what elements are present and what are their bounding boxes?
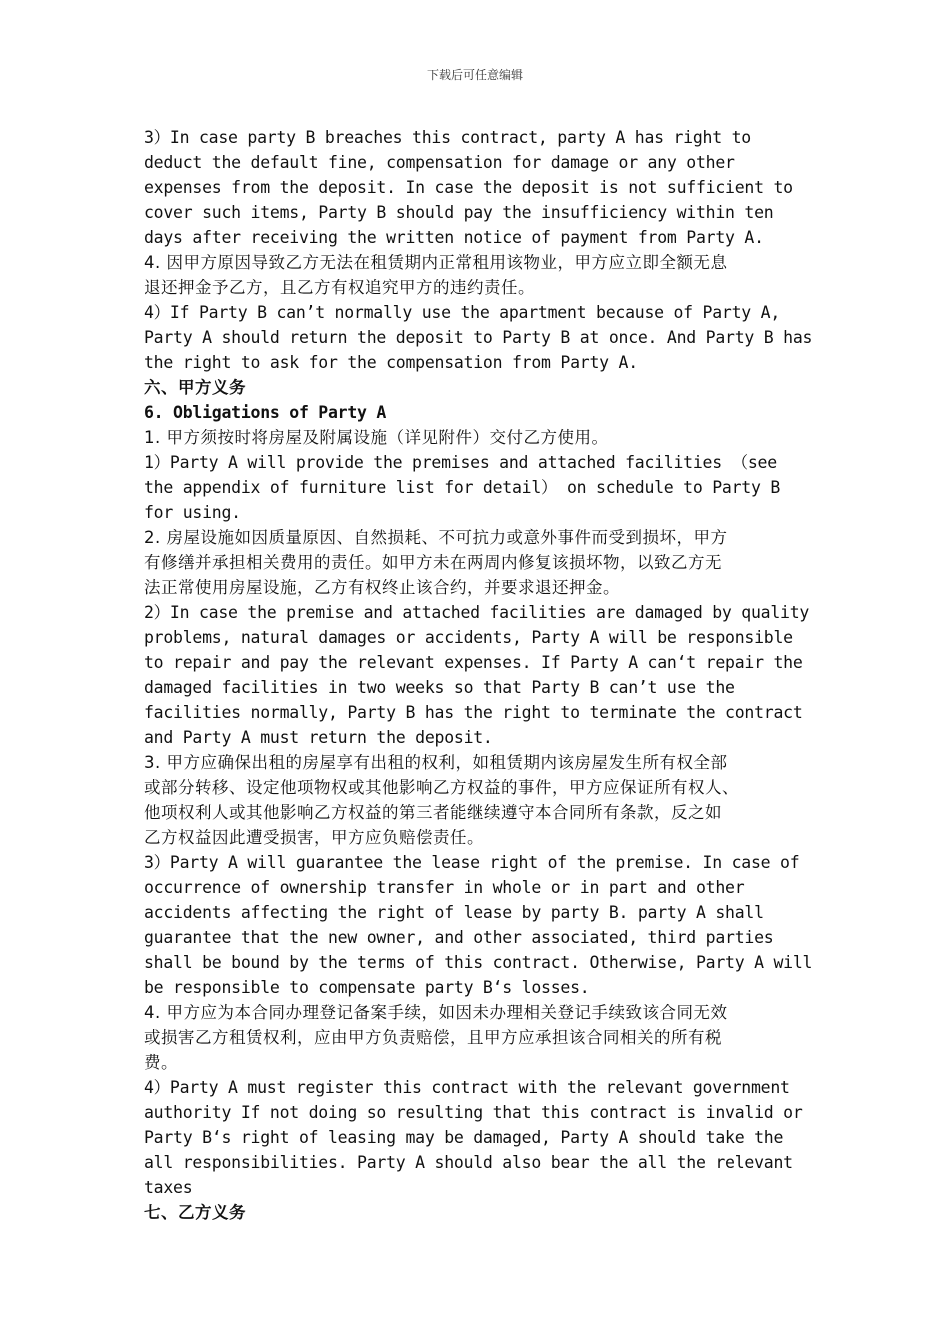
section-heading: 六、甲方义务: [144, 378, 246, 397]
text-line: 2）In case the premise and attached facilities are damaged by quality: [144, 603, 810, 622]
text-line: deduct the default fine, compensation for damage or any other: [144, 153, 735, 172]
text-line: problems, natural damages or accidents, Party A will be responsible: [144, 628, 793, 647]
section-heading: 七、乙方义务: [144, 1203, 246, 1222]
text-line: accidents affecting the right of lease by party B. party A shall: [144, 903, 764, 922]
text-line: occurrence of ownership transfer in whole or in part and other: [144, 878, 745, 897]
text-line: 1）Party A will provide the premises and attached facilities （see: [144, 453, 777, 472]
text-line: 他项权利人或其他影响乙方权益的第三者能继续遵守本合同所有条款，反之如: [144, 803, 722, 822]
text-line: 3）Party A will guarantee the lease right of the premise. In case of: [144, 853, 800, 872]
text-line: Party B‘s right of leasing may be damaged, Party A should take the: [144, 1128, 784, 1147]
text-line: 或部分转移、设定他项物权或其他影响乙方权益的事件，甲方应保证所有权人、: [144, 778, 739, 797]
page-header: 下载后可任意编辑: [426, 68, 523, 82]
text-line: expenses from the deposit. In case the deposit is not sufficient to: [144, 178, 793, 197]
text-line: 3）In case party B breaches this contract, party A has right to: [144, 128, 751, 147]
text-line: be responsible to compensate party B‘s losses.: [144, 978, 590, 997]
section-heading: 6. Obligations of Party A: [144, 403, 387, 422]
text-line: the right to ask for the compensation from Party A.: [144, 353, 638, 372]
text-line: the appendix of furniture list for detail） on schedule to Party B: [144, 478, 781, 497]
text-line: and Party A must return the deposit.: [144, 728, 493, 747]
document-body: [144, 125, 824, 1225]
text-line: 2. 房屋设施如因质量原因、自然损耗、不可抗力或意外事件而受到损坏，甲方: [144, 528, 728, 547]
text-line: 3. 甲方应确保出租的房屋享有出租的权利，如租赁期内该房屋发生所有权全部: [144, 753, 728, 772]
text-line: taxes: [144, 1178, 193, 1197]
text-line: all responsibilities. Party A should also bear the all the relevant: [144, 1153, 793, 1172]
text-line: authority If not doing so resulting that this contract is invalid or: [144, 1103, 803, 1122]
text-line: shall be bound by the terms of this contract. Otherwise, Party A will: [144, 953, 813, 972]
text-line: 4. 甲方应为本合同办理登记备案手续，如因未办理相关登记手续致该合同无效: [144, 1003, 728, 1022]
text-line: 有修缮并承担相关费用的责任。如甲方未在两周内修复该损坏物，以致乙方无: [144, 553, 722, 572]
text-line: for using.: [144, 503, 241, 522]
text-line: days after receiving the written notice of payment from Party A.: [144, 228, 764, 247]
text-line: Party A should return the deposit to Party B at once. And Party B has: [144, 328, 813, 347]
text-line: to repair and pay the relevant expenses. If Party A can‘t repair the: [144, 653, 803, 672]
text-line: facilities normally, Party B has the right to terminate the contract: [144, 703, 803, 722]
text-line: 法正常使用房屋设施，乙方有权终止该合约，并要求退还押金。: [144, 578, 620, 597]
text-line: 费。: [144, 1053, 178, 1072]
text-line: 4）Party A must register this contract with the relevant government: [144, 1078, 790, 1097]
text-line: 4）If Party B can’t normally use the apartment because of Party A,: [144, 303, 781, 322]
text-line: 乙方权益因此遭受损害，甲方应负赔偿责任。: [144, 828, 484, 847]
text-line: 退还押金予乙方，且乙方有权追究甲方的违约责任。: [144, 278, 535, 297]
text-line: 4. 因甲方原因导致乙方无法在租赁期内正常租用该物业，甲方应立即全额无息: [144, 253, 728, 272]
text-line: cover such items, Party B should pay the insufficiency within ten: [144, 203, 774, 222]
text-line: guarantee that the new owner, and other associated, third parties: [144, 928, 774, 947]
text-line: 1. 甲方须按时将房屋及附属设施（详见附件）交付乙方使用。: [144, 428, 609, 447]
text-line: 或损害乙方租赁权利，应由甲方负责赔偿，且甲方应承担该合同相关的所有税: [144, 1028, 722, 1047]
text-line: damaged facilities in two weeks so that Party B can’t use the: [144, 678, 735, 697]
